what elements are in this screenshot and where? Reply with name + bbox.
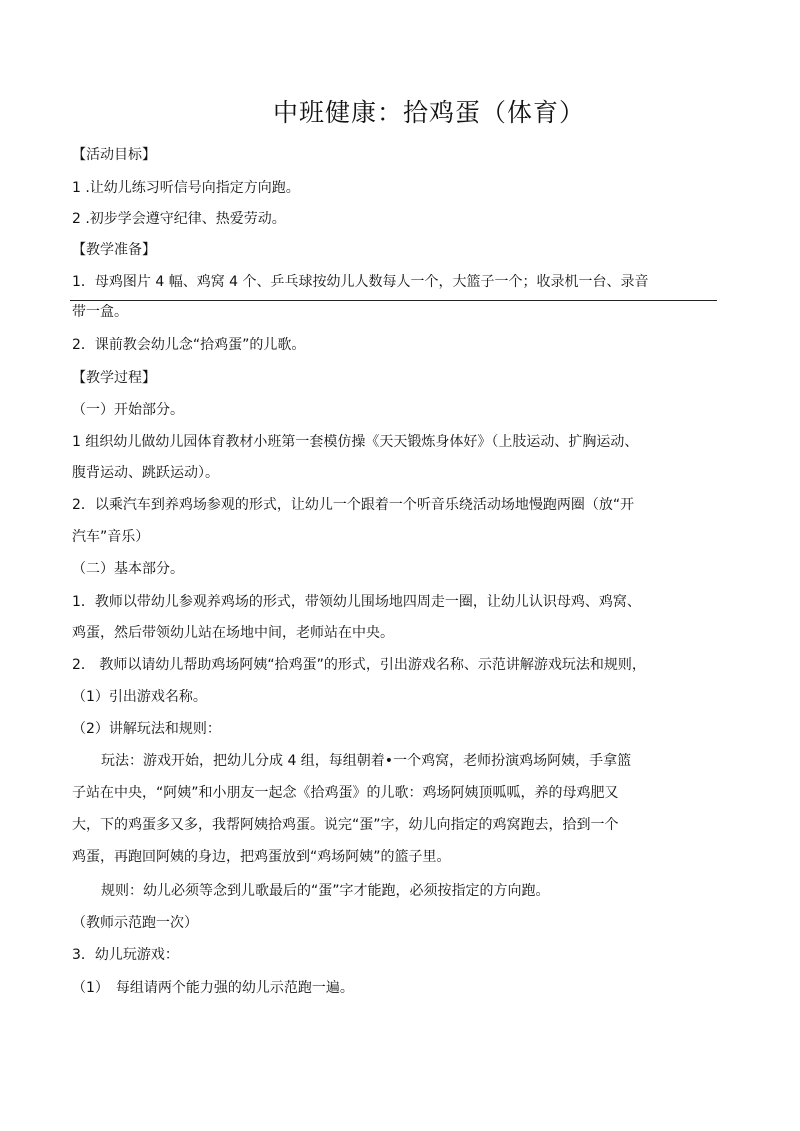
section-heading-preparation: 【教学准备】 bbox=[72, 242, 156, 258]
paragraph-line: 1 .让幼儿练习听信号向指定方向跑。 bbox=[72, 180, 300, 196]
paragraph-line: 1 组织幼儿做幼儿园体育教材小班第一套模仿操《天天锻炼身体好》（上肢运动、扩胸运动、 bbox=[72, 434, 639, 450]
subsection-heading: （二）基本部分。 bbox=[72, 561, 184, 577]
paragraph-line: （教师示范跑一次） bbox=[72, 915, 198, 931]
section-heading-goals: 【活动目标】 bbox=[72, 147, 156, 163]
paragraph-line: 2．以乘汽车到养鸡场参观的形式，让幼儿一个跟着一个听音乐绕活动场地慢跑两圈（放“开 bbox=[72, 497, 635, 513]
paragraph-line: 玩法：游戏开始，把幼儿分成 4 组，每组朝着•一个鸡窝，老师扮演鸡场阿姨，手拿篮 bbox=[101, 753, 632, 769]
paragraph-line: 子站在中央，“阿姨”和小朋友一起念《拾鸡蛋》的儿歌：鸡场阿姨顶呱呱，养的母鸡肥又 bbox=[72, 785, 619, 801]
paragraph-line: （1） 每组请两个能力强的幼儿示范跑一遍。 bbox=[72, 980, 354, 996]
paragraph-line: 2．课前教会幼儿念“拾鸡蛋”的儿歌。 bbox=[72, 337, 306, 353]
paragraph-line: 2． 教师以请幼儿帮助鸡场阿姨“拾鸡蛋”的形式，引出游戏名称、示范讲解游戏玩法和规则， bbox=[72, 657, 646, 673]
paragraph-line: 3．幼儿玩游戏： bbox=[72, 947, 179, 963]
paragraph-line: 规则：幼儿必须等念到儿歌最后的“蛋”字才能跑，必须按指定的方向跑。 bbox=[101, 883, 550, 899]
paragraph-line: 带一盒。 bbox=[72, 304, 128, 320]
paragraph-line: 鸡蛋，然后带领幼儿站在场地中间，老师站在中央。 bbox=[72, 625, 394, 641]
paragraph-line: 1．教师以带幼儿参观养鸡场的形式，带领幼儿围场地四周走一圈，让幼儿认识母鸡、鸡窝、 bbox=[72, 594, 641, 610]
paragraph-line: 1．母鸡图片 4 幅、鸡窝 4 个、乒乓球按幼儿人数每人一个，大篮子一个；收录机一台、录音 bbox=[72, 274, 649, 290]
paragraph-line: 汽车”音乐） bbox=[72, 529, 150, 545]
paragraph-line: （2）讲解玩法和规则： bbox=[72, 721, 221, 737]
paragraph-line: 腹背运动、跳跃运动）。 bbox=[72, 465, 219, 481]
section-heading-process: 【教学过程】 bbox=[72, 370, 156, 386]
paragraph-line: （1）引出游戏名称。 bbox=[72, 689, 207, 705]
horizontal-rule bbox=[70, 300, 717, 301]
paragraph-line: 鸡蛋，再跑回阿姨的身边，把鸡蛋放到“鸡场阿姨”的篮子里。 bbox=[72, 849, 451, 865]
paragraph-line: 大，下的鸡蛋多又多，我帮阿姨拾鸡蛋。说完“蛋”字，幼儿向指定的鸡窝跑去，拾到一个 bbox=[72, 817, 619, 833]
paragraph-line: 2 .初步学会遵守纪律、热爱劳动。 bbox=[72, 211, 286, 227]
document-title: 中班健康：拾鸡蛋（体育） bbox=[272, 98, 585, 127]
subsection-heading: （一）开始部分。 bbox=[72, 402, 184, 418]
